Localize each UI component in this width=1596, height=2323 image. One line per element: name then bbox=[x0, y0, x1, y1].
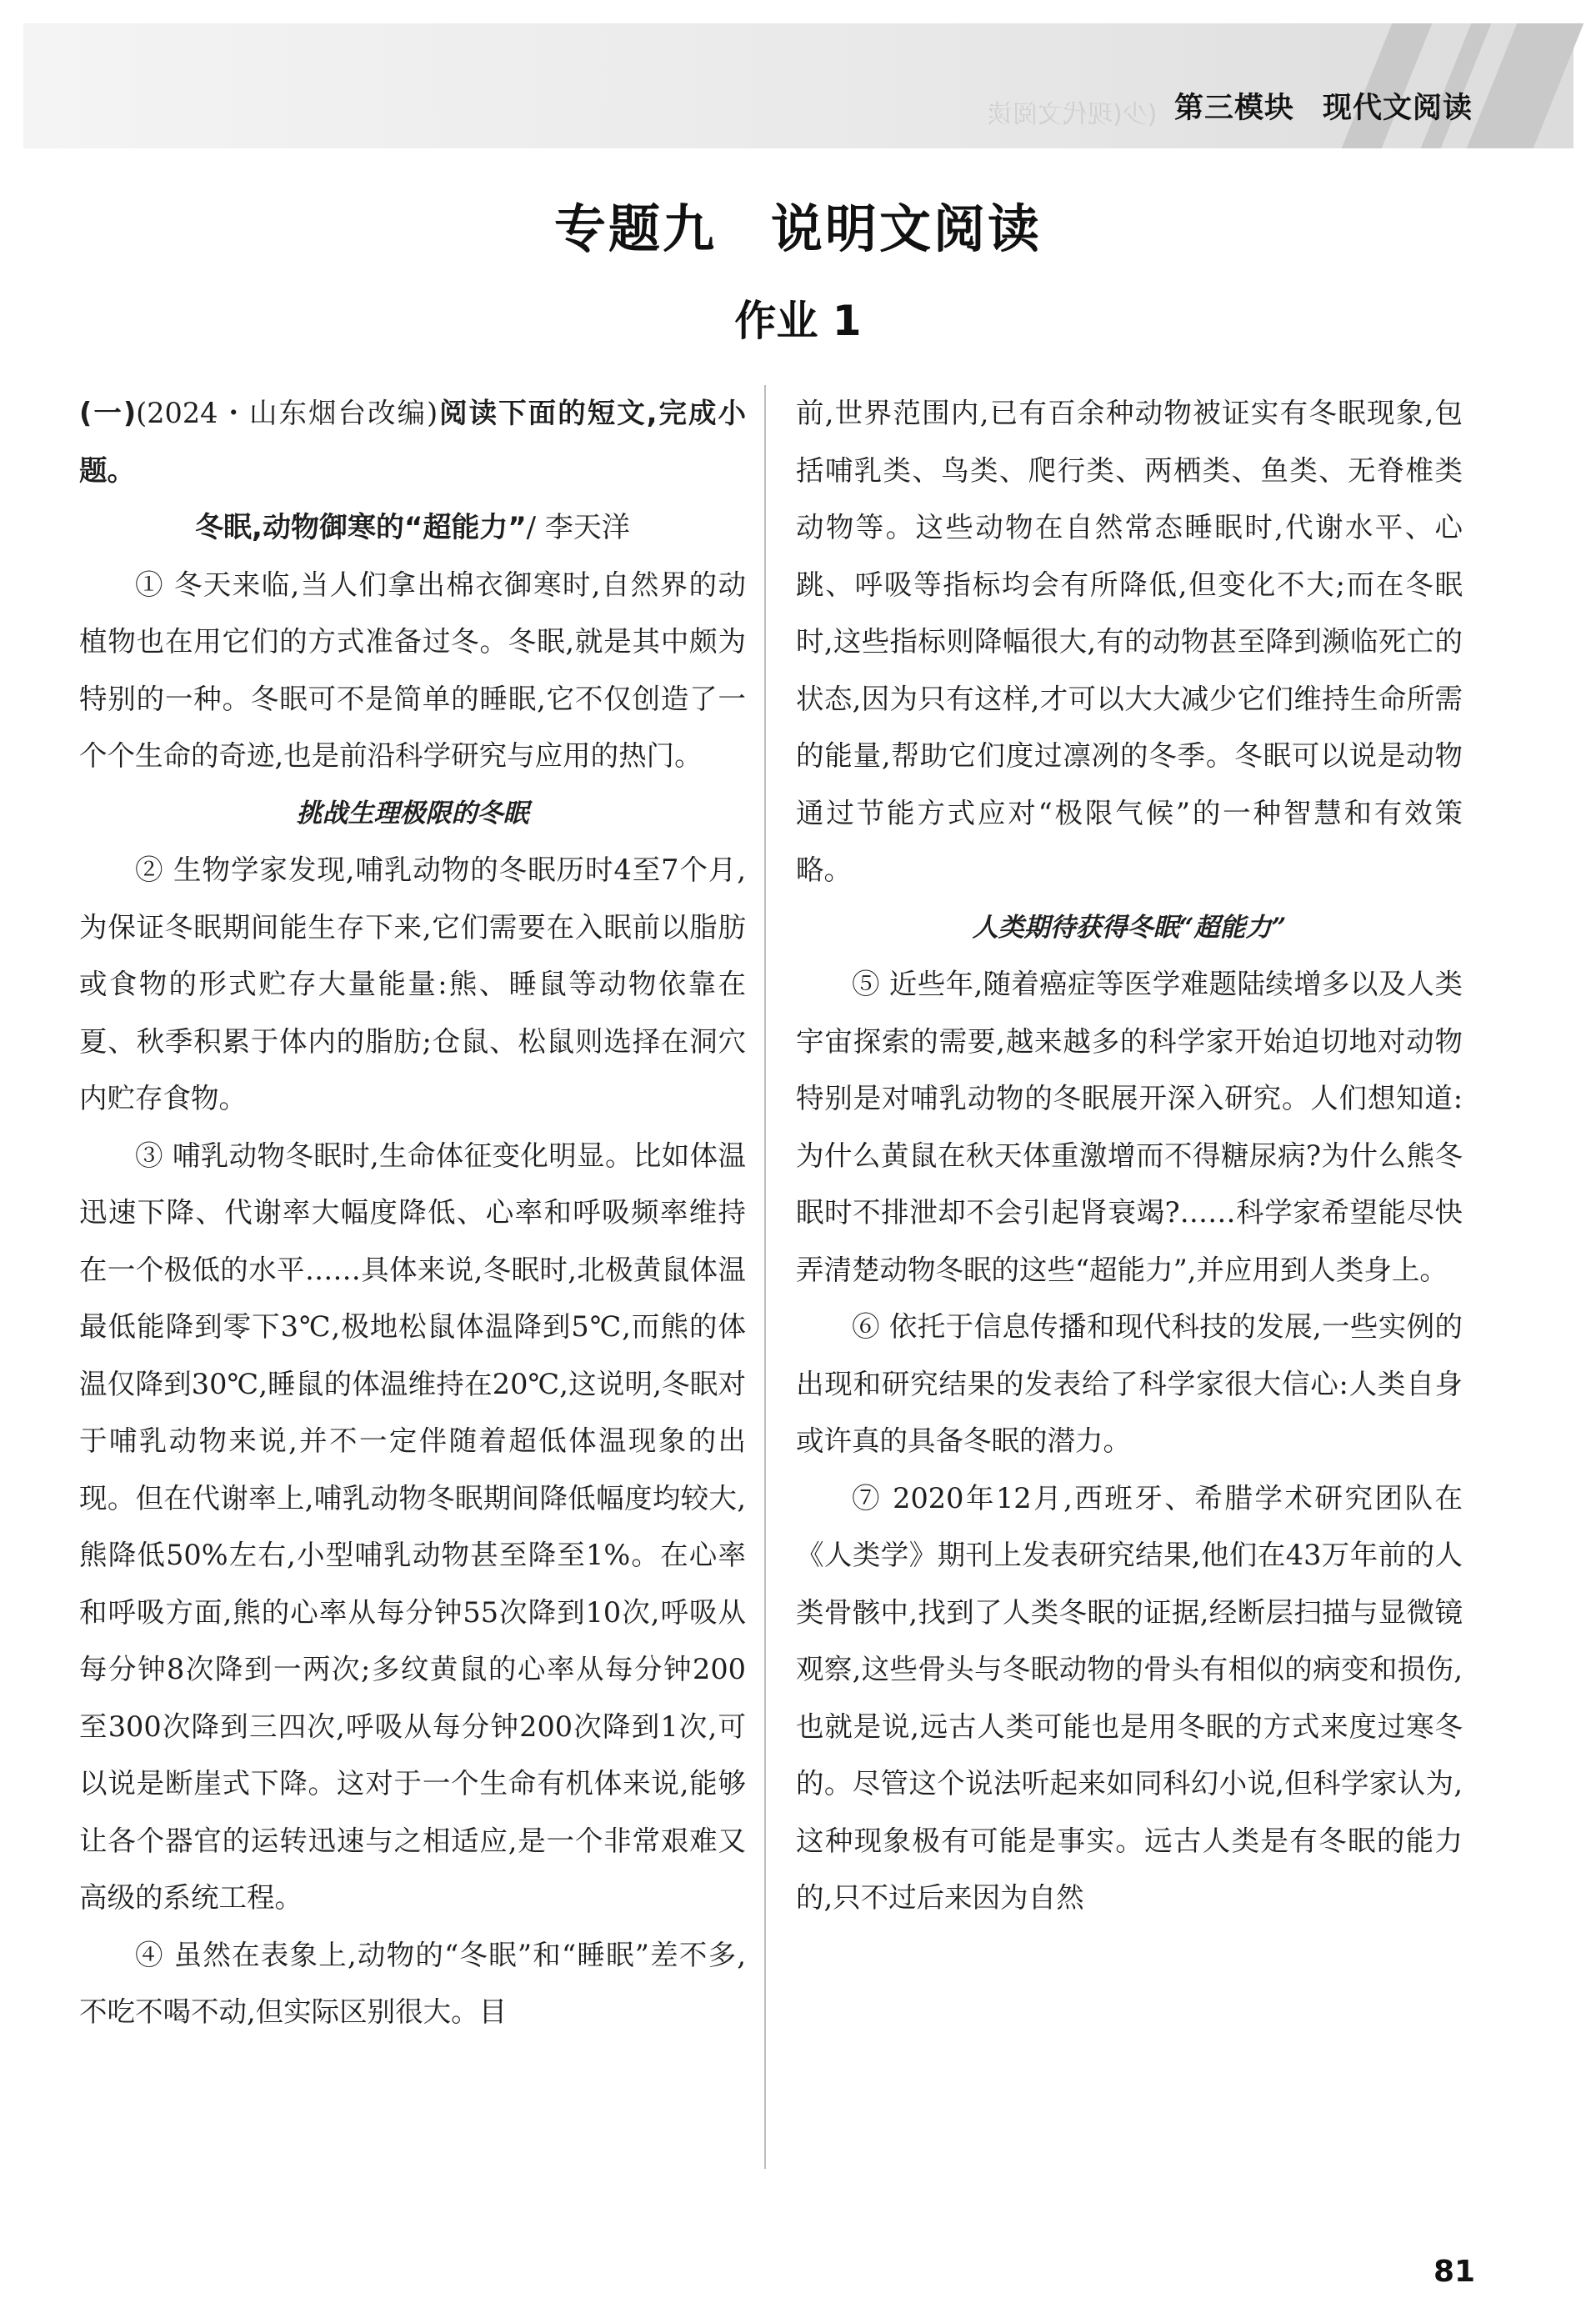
question-prefix: (一) bbox=[79, 397, 137, 429]
section-heading: 挑战生理极限的冬眠 bbox=[296, 798, 529, 829]
left-column-body bbox=[79, 557, 746, 2041]
question-source: (2024・山东烟台改编) bbox=[136, 397, 438, 429]
paragraph: ⑤ 近些年,随着癌症等医学难题陆续增多以及人类宇宙探索的需要,越来越多的科学家开始迫切地对动物特别是对哺乳动物的冬眠展开深入研究。人们想知道:为什么黄鼠在秋天体重激增而不得糖尿病?为什么熊冬眠时不排泄却不会引起肾衰竭?……科学家希望能尽快弄清楚动物冬眠的这些“超能力”,并应用到人类身上。 bbox=[796, 968, 1463, 1286]
paragraph: ① 冬天来临,当人们拿出棉衣御寒时,自然界的动植物也在用它们的方式准备过冬。冬眠,就是其中颇为特别的一种。冬眠可不是简单的睡眠,它不仅创造了一个个生命的奇迹,也是前沿科学研究与应用的热门。 bbox=[79, 568, 746, 772]
page-title: 专题九 说明文阅读 bbox=[553, 198, 1042, 259]
question-intro bbox=[79, 385, 746, 499]
running-header bbox=[1174, 85, 1473, 127]
paragraph: ② 生物学家发现,哺乳动物的冬眠历时4至7个月,为保证冬眠期间能生存下来,它们需要在入眠前以脂肪或食物的形式贮存大量能量:熊、睡鼠等动物依靠在夏、秋季积累于体内的脂肪;仓鼠、松鼠则选择在洞穴内贮存食物。 bbox=[79, 854, 746, 1114]
right-column bbox=[796, 385, 1463, 1927]
article-author: / 李天洋 bbox=[526, 511, 630, 544]
bleed-through-text: (少(现代文阅读 bbox=[988, 100, 1158, 129]
paragraph-continuation: 前,世界范围内,已有百余种动物被证实有冬眠现象,包括哺乳类、鸟类、爬行类、两栖类、鱼类、无脊椎类动物等。这些动物在自然常态睡眠时,代谢水平、心跳、呼吸等指标均会有所降低,但变化不大;而在冬眠时,这些指标则降幅很大,有的动物甚至降到濒临死亡的状态,因为只有这样,才可以大大减少它们维持生命所需的能量,帮助它们度过凛冽的冬季。冬眠可以说是动物通过节能方式应对“极限气候”的一种智慧和有效策略。 bbox=[796, 397, 1463, 886]
column-divider bbox=[764, 385, 766, 2169]
paragraph: ⑥ 依托于信息传播和现代科技的发展,一些实例的出现和研究结果的发表给了科学家很大信心:人类自身或许真的具备冬眠的潜力。 bbox=[796, 1310, 1463, 1457]
paragraph: ⑦ 2020年12月,西班牙、希腊学术研究团队在《人类学》期刊上发表研究结果,他们在43万年前的人类骨骸中,找到了人类冬眠的证据,经断层扫描与显微镜观察,这些骨头与冬眠动物的骨头有相似的病变和损伤,也就是说,远古人类可能也是用冬眠的方式来度过寒冬的。尽管这个说法听起来如同科幻小说,但科学家认为,这种现象极有可能是事实。远古人类是有冬眠的能力的,只不过后来因为自然 bbox=[796, 1481, 1463, 1914]
assignment-title: 作业 1 bbox=[734, 297, 862, 345]
question-instruction: 阅读下面的短文,完成小题。 bbox=[79, 397, 746, 487]
right-column-body bbox=[796, 385, 1463, 1927]
section-label: 现代文阅读 bbox=[1322, 92, 1473, 125]
paragraph: ③ 哺乳动物冬眠时,生命体征变化明显。比如体温迅速下降、代谢率大幅度降低、心率和呼吸频率维持在一个极低的水平……具体来说,冬眠时,北极黄鼠体温最低能降到零下3℃,极地松鼠体温降到5℃,而熊的体温仅降到30℃,睡鼠的体温维持在20℃,这说明,冬眠对于哺乳动物来说,并不一定伴随着超低体温现象的出现。但在代谢率上,哺乳动物冬眠期间降低幅度均较大,熊降低50%左右,小型哺乳动物甚至降至1%。在心率和呼吸方面,熊的心率从每分钟55次降到10次,呼吸从每分钟8次降到一两次;多纹黄鼠的心率从每分钟200至300次降到三四次,呼吸从每分钟200次降到1次,可以说是断崖式下降。这对于一个生命有机体来说,能够让各个器官的运转迅速与之相适应,是一个非常艰难又高级的系统工程。 bbox=[79, 1139, 746, 1914]
module-label: 第三模块 bbox=[1173, 92, 1294, 125]
section-heading: 人类期待获得冬眠“超能力” bbox=[972, 912, 1287, 943]
page-number: 81 bbox=[1433, 2255, 1476, 2289]
article-title: 冬眠,动物御寒的“超能力” bbox=[195, 511, 527, 544]
paragraph: ④ 虽然在表象上,动物的“冬眠”和“睡眠”差不多,不吃不喝不动,但实际区别很大。目 bbox=[79, 1938, 746, 2028]
left-column bbox=[79, 385, 746, 2041]
article-title-line bbox=[79, 499, 746, 557]
